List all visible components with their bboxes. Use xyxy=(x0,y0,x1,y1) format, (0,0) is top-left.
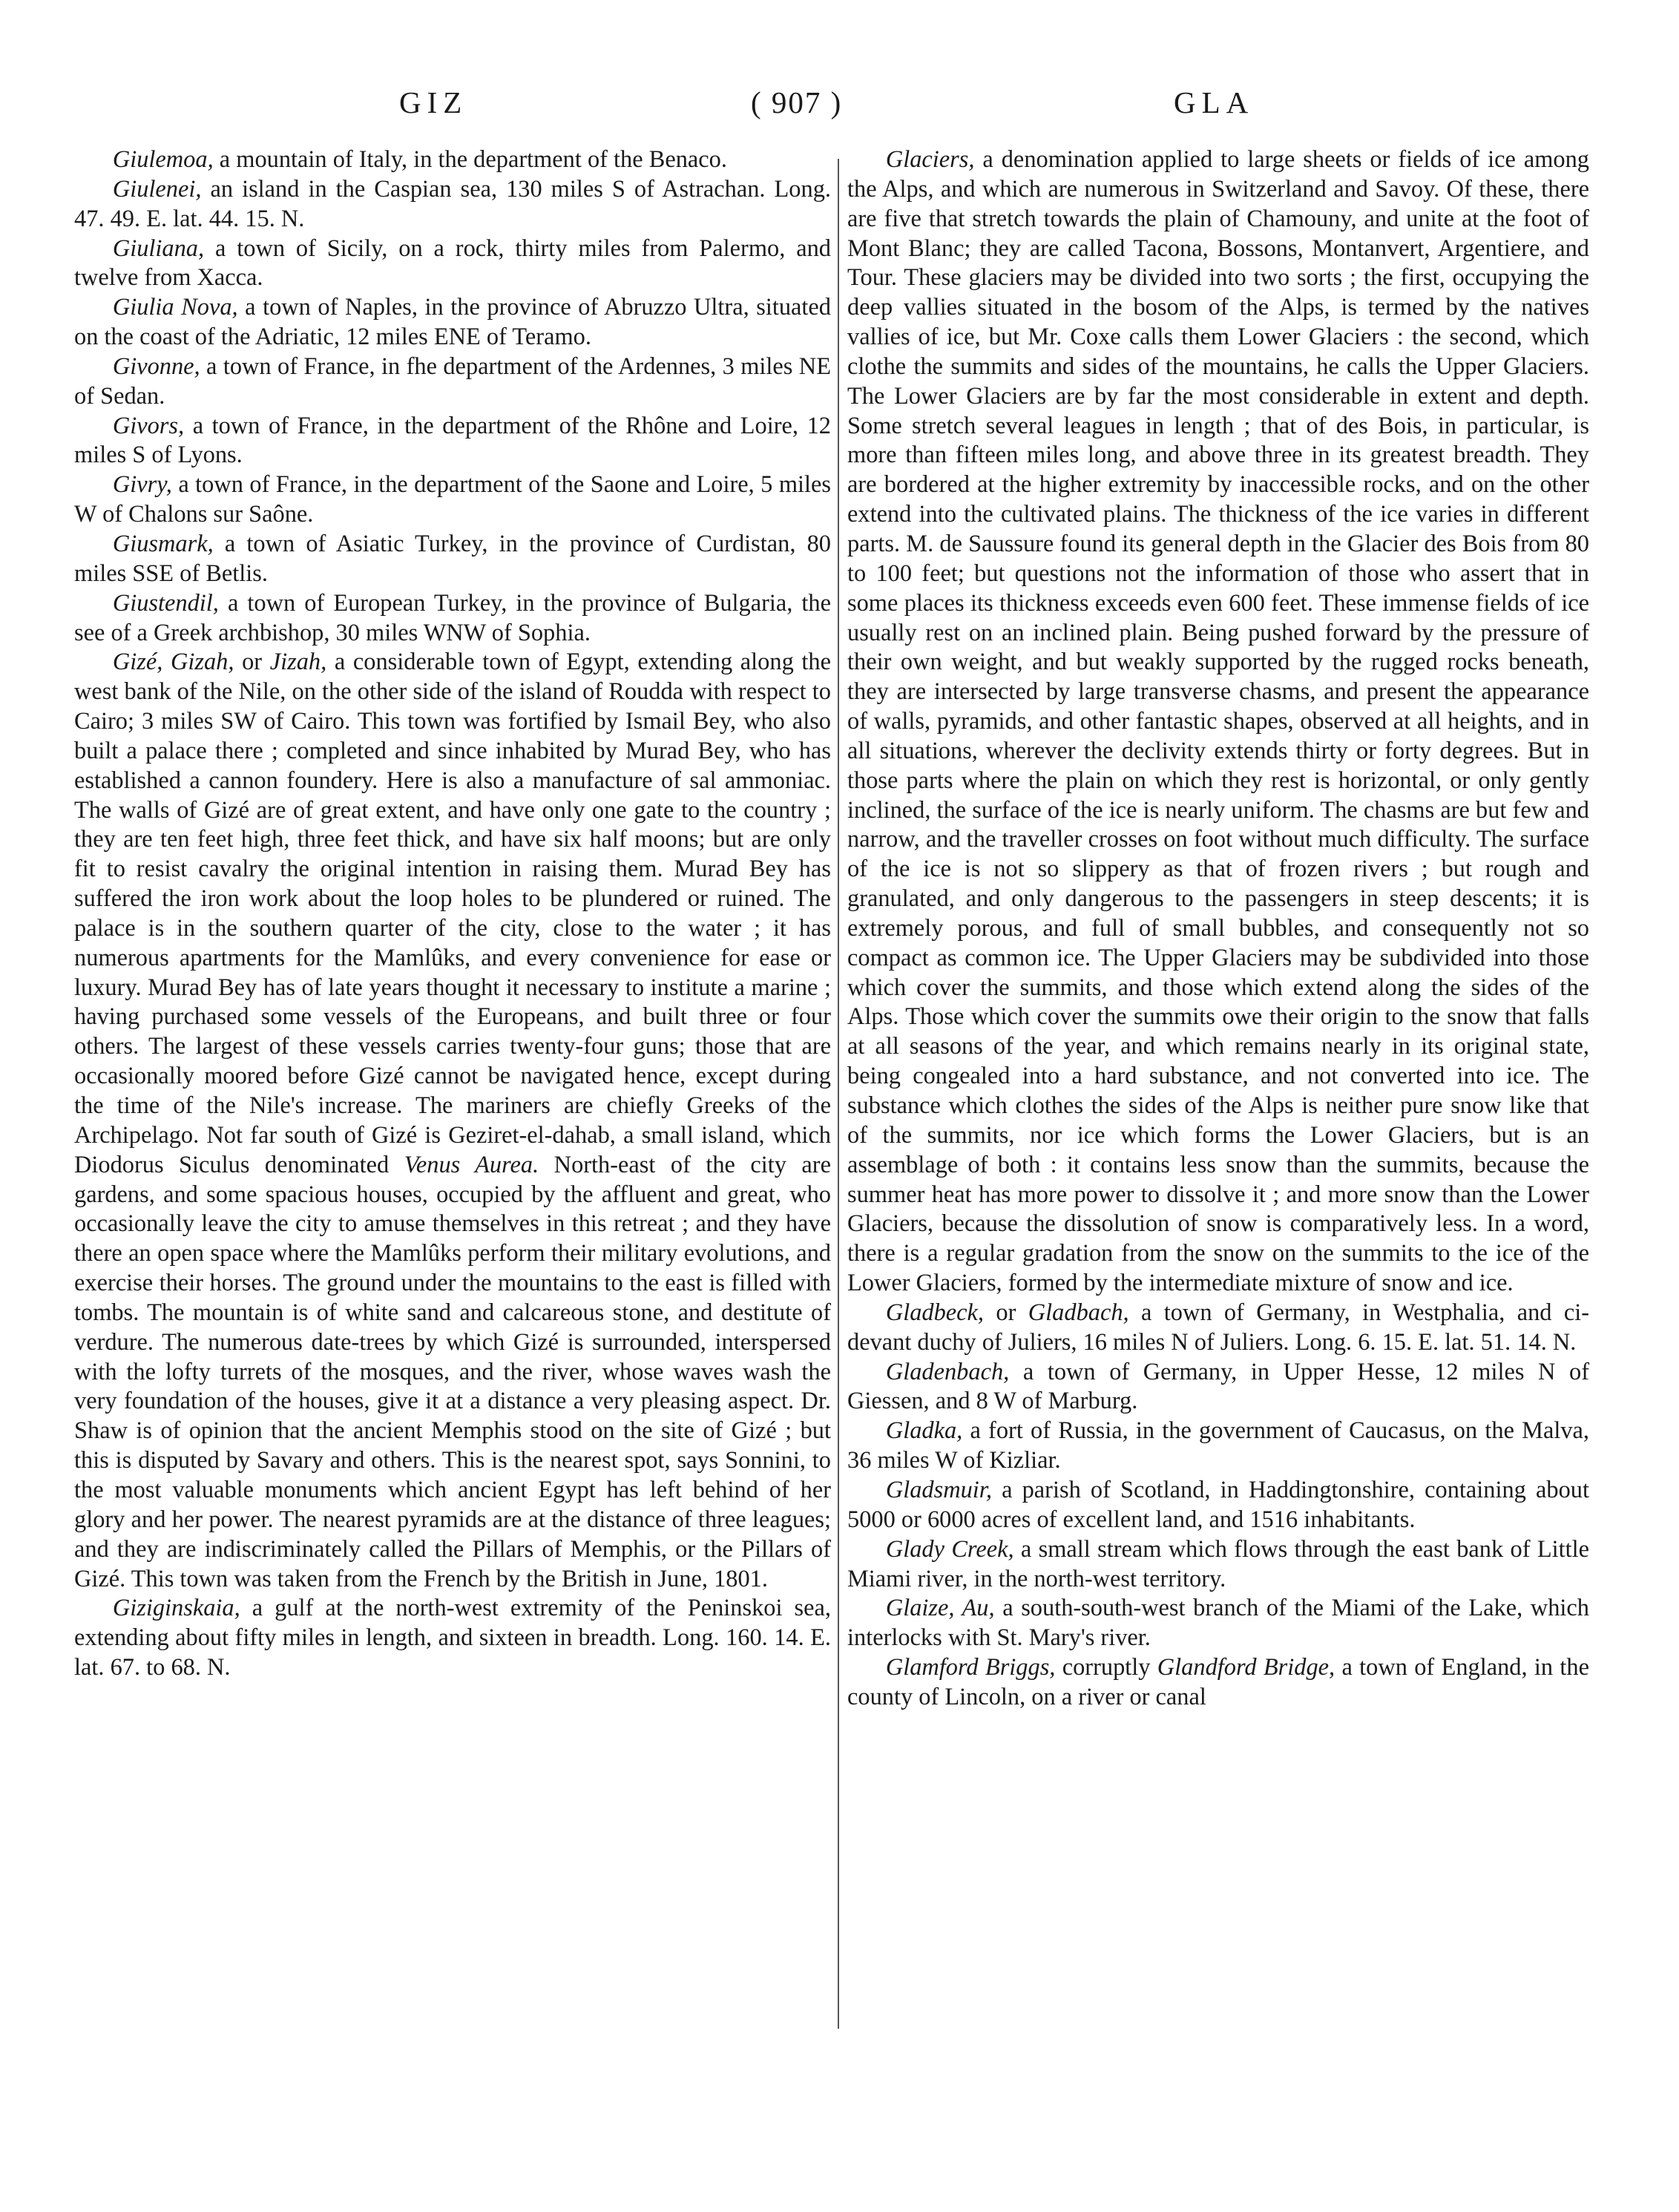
entry-term: Givry, xyxy=(112,471,172,499)
entry-text: a town of France, in the department of the Rhône and Loire, 12 miles S of Lyons. xyxy=(74,412,831,469)
entry-givry xyxy=(74,470,831,530)
page-number: ( 907 ) xyxy=(751,85,843,119)
entry-givors xyxy=(74,412,831,471)
entry-giulenei xyxy=(74,175,831,234)
entry-text: a parish of Scotland, in Haddingtonshire, containing about 5000 or 6000 acres of excellent land, and 1516 inhabitants. xyxy=(847,1476,1589,1533)
entry-term: Glady Creek, xyxy=(885,1535,1014,1563)
page-header xyxy=(126,80,1580,125)
entry-term: Gizé, Gizah, xyxy=(112,649,234,676)
entry-text: a considerable town of Egypt, extending along the west bank of the Nile, on the other side of the island of Roudda with respect to Cairo; 3 miles SW of Cairo. This town was fortified by Ismail Bey, who also built a palace there ; completed and since inhabited by Murad Bey, who has established a cannon foundery. Here is also a manufacture of sal ammoniac. The walls of Gizé are of great extent, and have only one gate to the country ; they are ten feet high, three feet thick, and have six half moons; but are only fit to resist cavalry the original intention in raising them. Murad Bey has suffered the iron work about the loop holes to be plundered or ruined. The palace is in the southern quarter of the city, close to the water ; it has numerous apartments for the Mamlûks, and every convenience for ease or luxury. Murad Bey has of late years thought it necessary to institute a marine ; having purchased some vessels of the Europeans, and built three or four others. The largest of these vessels carries twenty-four guns; those that are occasionally moored before Gizé cannot be navigated hence, except during the time of the Nile's increase. The mariners are chiefly Greeks of the Archipelago. Not far south of Gizé is Geziret-el-dahab, a small island, which Diodorus Siculus denominated xyxy=(74,649,831,1178)
entry-term-variant: Glandford Bridge, xyxy=(1157,1654,1335,1681)
entry-giustendil xyxy=(74,589,831,649)
entry-term: Givonne, xyxy=(112,352,200,380)
header-right-guideword: GLA xyxy=(1174,85,1255,119)
entry-term: Giusmark, xyxy=(112,530,214,557)
entry-text: a fort of Russia, in the government of Caucasus, on the Malva, 36 miles W of Kizliar. xyxy=(847,1417,1589,1474)
entry-term: Giulia Nova, xyxy=(112,294,238,321)
entry-term-variant: Jizah, xyxy=(269,649,327,676)
column-divider xyxy=(838,159,839,2029)
entry-givonne xyxy=(74,352,831,412)
entry-gize xyxy=(74,648,831,1594)
entry-text: a town of England, in the county of Lincoln, on a river or canal xyxy=(847,1654,1589,1710)
entry-term: Glaciers, xyxy=(885,146,975,173)
entry-term: Gladbeck, xyxy=(885,1299,985,1326)
entry-term: Giustendil, xyxy=(112,589,219,617)
entry-text: a town of Sicily, on a rock, thirty miles from Palermo, and twelve from Xacca. xyxy=(74,234,831,292)
entry-term-variant: Gladbach, xyxy=(1028,1299,1129,1326)
entry-gladenbach xyxy=(847,1358,1589,1417)
left-column xyxy=(74,145,831,1683)
entry-glady-creek xyxy=(847,1535,1589,1595)
entry-giusmark xyxy=(74,530,831,589)
entry-text: a town of European Turkey, in the province of Bulgaria, the see of a Greek archbishop, 30 miles WNW of Sophia. xyxy=(74,589,831,646)
entry-glaize-au xyxy=(847,1594,1589,1653)
entry-giulemoa xyxy=(74,145,831,175)
entry-term: Giziginskaia, xyxy=(112,1595,240,1622)
entry-text: a town of Naples, in the province of Abruzzo Ultra, situated on the coast of the Adriatic, 12 miles ENE of Teramo. xyxy=(74,294,831,351)
entry-giziginskaia xyxy=(74,1594,831,1683)
entry-text: a south-south-west branch of the Miami of the Lake, which interlocks with St. Mary's river. xyxy=(847,1595,1589,1652)
entry-term: Gladsmuir, xyxy=(885,1476,992,1503)
right-column xyxy=(847,145,1589,1713)
entry-text: an island in the Caspian sea, 130 miles S of Astrachan. Long. 47. 49. E. lat. 44. 15. N. xyxy=(74,175,831,232)
entry-gladka xyxy=(847,1417,1589,1476)
entry-gladbeck xyxy=(847,1299,1589,1358)
entry-giuliana xyxy=(74,234,831,294)
entry-text: a mountain of Italy, in the department of the Benaco. xyxy=(213,146,727,173)
header-left-guideword: GIZ xyxy=(399,85,468,119)
entry-term: Giulenei, xyxy=(112,175,202,203)
entry-text: a town of France, in fhe department of the Ardennes, 3 miles NE of Sedan. xyxy=(74,352,831,410)
entry-term: Gladka, xyxy=(885,1417,963,1445)
entry-term: Glamford Briggs, xyxy=(885,1654,1056,1681)
entry-text: a town of Germany, in Westphalia, and ci-devant duchy of Juliers, 16 miles N of Juliers. Long. 6. 15. E. lat. 51. 14. N. xyxy=(847,1299,1589,1356)
entry-text: a town of Germany, in Upper Hesse, 12 miles N of Giessen, and 8 W of Marburg. xyxy=(847,1358,1589,1415)
entry-term: Givors, xyxy=(112,412,185,439)
entry-term: Giulemoa, xyxy=(112,146,214,173)
entry-text: a town of Asiatic Turkey, in the province of Curdistan, 80 miles SSE of Betlis. xyxy=(74,530,831,587)
entry-text: a town of France, in the department of the Saone and Loire, 5 miles W of Chalons sur Saône. xyxy=(74,471,831,528)
entry-text: a gulf at the north-west extremity of the Peninskoi sea, extending about fifty miles in length, and sixteen in breadth. Long. 160. 14. E. lat. 67. to 68. N. xyxy=(74,1595,831,1681)
entry-term: Giuliana, xyxy=(112,234,205,262)
entry-text: a denomination applied to large sheets or fields of ice among the Alps, and which are numerous in Switzerland and Savoy. Of these, there are five that stretch towards the plain of Chamouny, and unite at the foot of Mont Blanc; they are called Tacona, Bossons, Montanvert, Argentiere, and Tour. These glaciers may be divided into two sorts ; the first, occupying the deep vallies situated in the bosom of the Alps, is termed by the natives vallies of ice, but Mr. Coxe calls them Lower Glaciers : the second, which clothe the summits and sides of the mountains, he calls the Upper Glaciers. The Lower Glaciers are by far the most considerable in extent and depth. Some stretch several leagues in length ; that of des Bois, in particular, is more than fifteen miles long, and above three in its greatest breadth. They are bordered at the higher extremity by inaccessible rocks, and on the other extend into the cultivated plains. The thickness of the ice varies in different parts. M. de Saussure found its general depth in the Glacier des Bois from 80 to 100 feet; but questions not the information of those who assert that in some places its thickness exceeds even 600 feet. These immense fields of ice usually rest on an inclined plain. Being pushed forward by the pressure of their own weight, and but weakly supported by the rugged rocks beneath, they are intersected by large transverse chasms, and present the appearance of walls, pyramids, and other fantastic shapes, observed at all heights, and in all situations, wherever the declivity extends thirty or forty degrees. But in those parts where the plain on which they rest is horizontal, or only gently inclined, the surface of the ice is nearly uniform. The chasms are but few and narrow, and the traveller crosses on foot without much difficulty. The surface of the ice is not so slippery as that of frozen rivers ; but rough and granulated, and only dangerous to the passengers in steep descents; it is extremely porous, and full of small bubbles, and consequently not so compact as common ice. The Upper Glaciers may be subdivided into those which cover the summits, and those which extend along the sides of the Alps. Those which cover the summits owe their origin to the snow that falls at all seasons of the year, and which remains nearly in its original state, being congealed into a hard substance, and not converted into ice. The substance which clothes the sides of the Alps is neither pure snow like that of the summits, nor ice which forms the Lower Glaciers, but is an assemblage of both : it contains less snow than the summits, because the summer heat has more power to dissolve it ; and more snow than the Lower Glaciers, because the dissolution of snow is comparatively less. In a word, there is a regular gradation from the snow on the summits to the ice of the Lower Glaciers, formed by the intermediate mixture of snow and ice. xyxy=(847,146,1589,1297)
entry-term: Glaize, Au, xyxy=(885,1595,995,1622)
entry-glamford-briggs xyxy=(847,1653,1589,1713)
entry-connector: corruptly xyxy=(1055,1654,1157,1681)
entry-term: Gladenbach, xyxy=(885,1358,1010,1385)
entry-glaciers xyxy=(847,145,1589,1299)
entry-text: a small stream which flows through the east bank of Little Miami river, in the north-west territory. xyxy=(847,1535,1589,1592)
entry-connector: or xyxy=(234,649,270,676)
entry-giulia-nova xyxy=(74,293,831,352)
entry-connector: or xyxy=(984,1299,1028,1326)
entry-gladsmuir xyxy=(847,1476,1589,1535)
entry-text-continued: North-east of the city are gardens, and some spacious houses, occupied by the affluent and great, who occasionally leave the city to amuse themselves in this retreat ; and they have there an open space where the Mamlûks perform their military evolutions, and exercise their horses. The ground under the mountains to the east is filled with tombs. The mountain is of white sand and calcareous stone, and destitute of verdure. The numerous date-trees by which Gizé is surrounded, interspersed with the lofty turrets of the mosques, and the river, whose waves wash the very foundation of the houses, give it at a distance a very pleasing aspect. Dr. Shaw is of opinion that the ancient Memphis stood on the site of Gizé ; but this is disputed by Savary and others. This is the nearest spot, says Sonnini, to the most valuable monuments which ancient Egypt has left behind of her glory and her power. The nearest pyramids are at the distance of three leagues; and they are indiscriminately called the Pillars of Memphis, or the Pillars of Gizé. This town was taken from the French by the British in June, 1801. xyxy=(74,1151,831,1592)
entry-italic-phrase: Venus Aurea. xyxy=(404,1151,539,1178)
